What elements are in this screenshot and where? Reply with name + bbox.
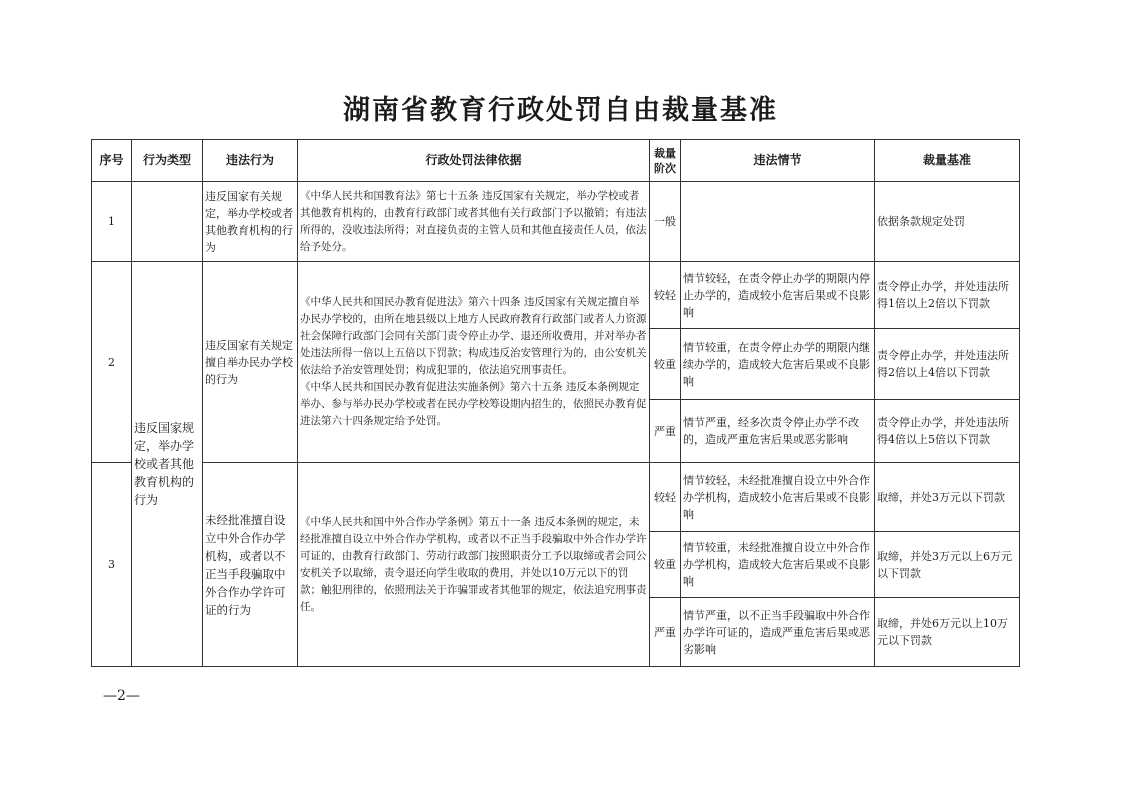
row2-basis: [298, 262, 650, 463]
document-title: 湖南省教育行政处罚自由裁量基准: [343, 95, 778, 126]
row1-seq: 1: [92, 182, 132, 262]
row3-level-2: 较重: [650, 532, 681, 598]
row1-act: 违反国家有关规定，举办学校或者其他教育机构的行为: [203, 182, 298, 262]
header-basis: 行政处罚法律依据: [298, 140, 650, 182]
row1-basis: [298, 182, 650, 262]
row3-circumstance-2: 情节较重，未经批准擅自设立中外合作办学机构，造成较大危害后果或不良影响: [681, 532, 875, 598]
row3-basis-p1: 《中华人民共和国中外合作办学条例》第五十一条 违反本条例的规定，未经批准擅自设立中外合作办学机构，或者以不正当手段骗取中外合作办学许可证的，由教育行政部门、劳动行政部门按照职责分工予以取缔或者会同公安机关予以取缔，责令退还向学生收取的费用，并处以10万元以下的罚款；触犯刑律的，依照刑法关于诈骗罪或者其他罪的规定，依法追究刑事责任。: [300, 515, 647, 613]
row2-standard-3: 责令停止办学，并处违法所得4倍以上5倍以下罚款: [875, 400, 1020, 463]
row3-circumstance-1: 情节较轻，未经批准擅自设立中外合作办学机构，造成较小危害后果或不良影响: [681, 463, 875, 532]
table-row-2a: [92, 262, 1020, 329]
row3-standard-2: 取缔，并处3万元以上6万元以下罚款: [875, 532, 1020, 598]
table-row-1: [92, 182, 1020, 262]
table-row-3a: [92, 463, 1020, 532]
row1-circumstance: [681, 182, 875, 262]
row2-seq: 2: [92, 262, 132, 463]
row2-act: 违反国家有关规定擅自举办民办学校的行为: [203, 262, 298, 463]
header-row: [92, 140, 1020, 182]
row3-act: 未经批准擅自设立中外合作办学机构，或者以不正当手段骗取中外合作办学许可证的行为: [203, 463, 298, 667]
row2-standard-2: 责令停止办学，并处违法所得2倍以上4倍以下罚款: [875, 329, 1020, 400]
row3-standard-3: 取缔，并处6万元以上10万元以下罚款: [875, 598, 1020, 667]
row2-basis-p2: 《中华人民共和国民办教育促进法实施条例》第六十五条 违反本条例规定举办、参与举办民办学校或者在民办学校筹设期内招生的，依照民办教育促进法第六十四条规定给予处罚。: [300, 381, 647, 427]
row3-level-3: 严重: [650, 598, 681, 667]
header-seq: 序号: [92, 140, 132, 182]
row1-basis-p1: 《中华人民共和国教育法》第七十五条 违反国家有关规定，举办学校或者其他教育机构的，由教育行政部门或者其他有关行政部门予以撤销；有违法所得的，没收违法所得；对直接负责的主管人员和其他直接责任人员，依法给予处分。: [300, 189, 647, 253]
header-type: 行为类型: [132, 140, 203, 182]
row2-circumstance-1: 情节较轻，在责令停止办学的期限内停止办学的，造成较小危害后果或不良影响: [681, 262, 875, 329]
header-standard: 裁量基准: [875, 140, 1020, 182]
page-number: —2—: [103, 688, 140, 704]
header-circumstance: 违法情节: [681, 140, 875, 182]
behavior-type: 违反国家规定，举办学校或者其他教育机构的行为: [132, 262, 203, 667]
row3-seq: 3: [92, 463, 132, 667]
row2-circumstance-3: 情节严重，经多次责令停止办学不改的，造成严重危害后果或恶劣影响: [681, 400, 875, 463]
row2-level-1: 较轻: [650, 262, 681, 329]
header-level: 裁量阶次: [650, 140, 681, 182]
row2-level-2: 较重: [650, 329, 681, 400]
row2-standard-1: 责令停止办学，并处违法所得1倍以上2倍以下罚款: [875, 262, 1020, 329]
row3-circumstance-3: 情节严重，以不正当手段骗取中外合作办学许可证的，造成严重危害后果或恶劣影响: [681, 598, 875, 667]
row2-circumstance-2: 情节较重，在责令停止办学的期限内继续办学的，造成较大危害后果或不良影响: [681, 329, 875, 400]
row1-level: 一般: [650, 182, 681, 262]
row3-level-1: 较轻: [650, 463, 681, 532]
row1-type-cell: [132, 182, 203, 262]
row3-standard-1: 取缔，并处3万元以下罚款: [875, 463, 1020, 532]
row1-standard: 依据条款规定处罚: [875, 182, 1020, 262]
header-act: 违法行为: [203, 140, 298, 182]
row2-level-3: 严重: [650, 400, 681, 463]
row2-basis-p1: 《中华人民共和国民办教育促进法》第六十四条 违反国家有关规定擅自举办民办学校的，由所在地县级以上地方人民政府教育行政部门或者人力资源社会保障行政部门会同有关部门责令停止办学、退还所收费用，并对举办者处违法所得一倍以上五倍以下罚款；构成违反治安管理行为的，由公安机关依法给予治安管理处罚；构成犯罪的，依法追究刑事责任。: [300, 296, 647, 376]
row3-basis: [298, 463, 650, 667]
penalty-table: [91, 139, 1020, 667]
